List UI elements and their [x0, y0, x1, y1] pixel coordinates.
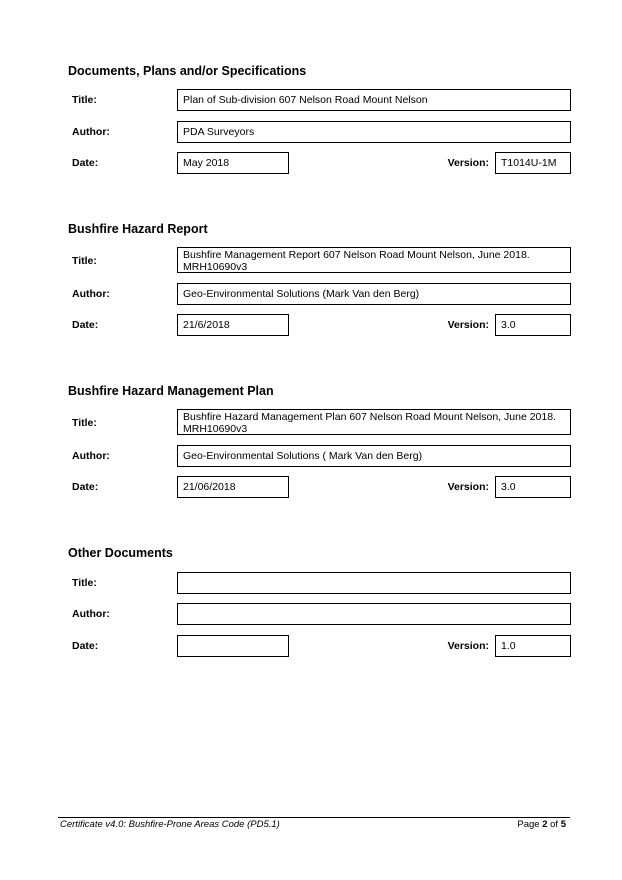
footer-certificate-text: Certificate v4.0: Bushfire-Prone Areas Code (PD5.1): [60, 819, 280, 830]
title-field[interactable]: Bushfire Hazard Management Plan 607 Nelson Road Mount Nelson, June 2018. MRH10690v3: [177, 409, 571, 435]
author-label: Author:: [72, 450, 110, 462]
footer-page-number: [517, 819, 566, 830]
section-heading-bushfire-hazard-report: Bushfire Hazard Report: [68, 222, 208, 236]
title-field[interactable]: Bushfire Management Report 607 Nelson Road Mount Nelson, June 2018. MRH10690v3: [177, 247, 571, 273]
version-label: Version:: [447, 481, 489, 493]
title-label: Title:: [72, 417, 97, 429]
version-label: Version:: [447, 319, 489, 331]
title-field[interactable]: [177, 572, 571, 594]
section-heading-bushfire-hazard-management-plan: Bushfire Hazard Management Plan: [68, 384, 274, 398]
page-prefix: Page: [517, 819, 543, 830]
date-label: Date:: [72, 481, 99, 493]
author-label: Author:: [72, 608, 110, 620]
version-label: Version:: [447, 157, 489, 169]
page-current: 2: [542, 819, 548, 830]
author-field[interactable]: PDA Surveyors: [177, 121, 571, 143]
date-field[interactable]: 21/06/2018: [177, 476, 289, 498]
version-field[interactable]: 3.0: [495, 314, 571, 336]
version-field[interactable]: 3.0: [495, 476, 571, 498]
date-label: Date:: [72, 319, 99, 331]
section-heading-other-documents: Other Documents: [68, 546, 173, 560]
title-field[interactable]: Plan of Sub-division 607 Nelson Road Mount Nelson: [177, 89, 571, 111]
author-label: Author:: [72, 288, 110, 300]
date-field[interactable]: [177, 635, 289, 657]
title-label: Title:: [72, 577, 97, 589]
date-label: Date:: [72, 640, 99, 652]
date-field[interactable]: May 2018: [177, 152, 289, 174]
section-heading-documents-plans: Documents, Plans and/or Specifications: [68, 64, 307, 78]
version-label: Version:: [447, 640, 489, 652]
author-field[interactable]: [177, 603, 571, 625]
author-field[interactable]: Geo-Environmental Solutions (Mark Van den Berg): [177, 283, 571, 305]
title-label: Title:: [72, 94, 97, 106]
author-field[interactable]: Geo-Environmental Solutions ( Mark Van den Berg): [177, 445, 571, 467]
version-field[interactable]: T1014U-1M: [495, 152, 571, 174]
date-label: Date:: [72, 157, 99, 169]
date-field[interactable]: 21/6/2018: [177, 314, 289, 336]
page-of: of: [547, 819, 561, 830]
version-field[interactable]: 1.0: [495, 635, 571, 657]
title-label: Title:: [72, 255, 97, 267]
author-label: Author:: [72, 126, 110, 138]
footer-divider: [58, 817, 570, 818]
page-total: 5: [560, 819, 566, 830]
